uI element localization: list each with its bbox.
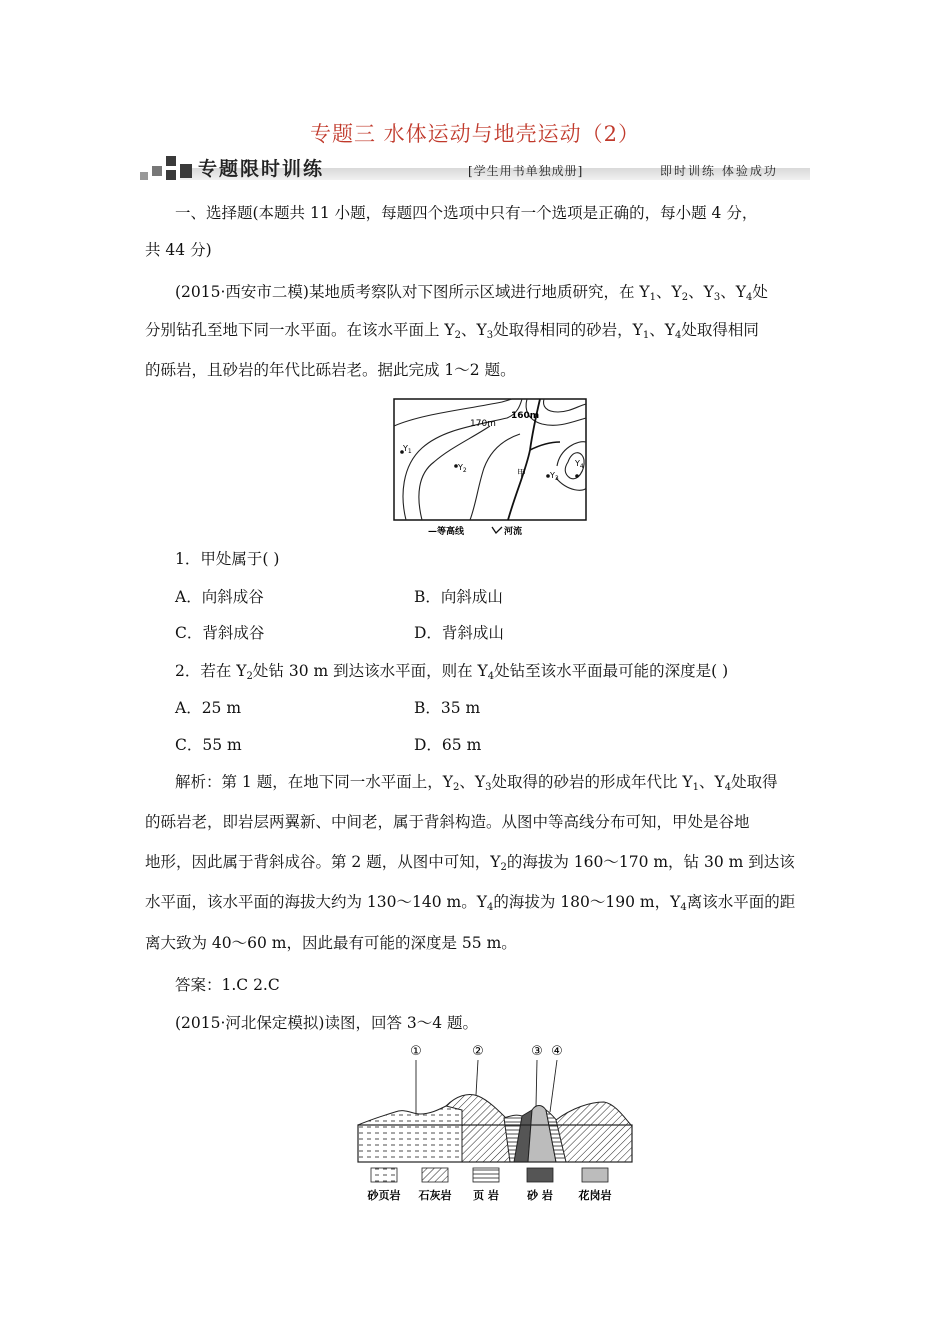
passage1-line2: 分别钻孔至地下同一水平面。在该水平面上 $Y_2$、$Y_3$处取得相同的砂岩，$Y_1$、$Y_4$处取得相同 (145, 321, 759, 341)
section-heading-line2: 共 44 分) (145, 241, 212, 259)
point-label-y3: $Y_3$ (550, 471, 559, 482)
question-2-option-a: A．25 m (175, 699, 242, 717)
document-title: 专题三 水体运动与地壳运动（2） (309, 122, 641, 146)
analysis-line2: 的砾岩老，即岩层两翼新、中间老，属于背斜构造。从图中等高线分布可知，甲处是谷地 (145, 813, 750, 831)
section-label-4: ④ (551, 1044, 563, 1059)
section-banner (140, 150, 810, 188)
question-2-stem: 2．若在 $Y_2$处钻 30 m 到达该水平面，则在 $Y_4$处钻至该水平面最可能的深度是( ) (175, 662, 729, 682)
legend-contour: —等高线 (428, 527, 465, 537)
legend-sandy-shale: 砂页岩 (367, 1189, 401, 1202)
question-2-option-b: B．35 m (414, 699, 481, 717)
banner-slogan: 即时训练 体验成功 (660, 164, 778, 178)
section-label-2: ② (472, 1044, 484, 1059)
question-1-option-b: B．向斜成山 (414, 588, 503, 606)
section-label-3: ③ (531, 1044, 543, 1059)
question-1-stem: 1．甲处属于( ) (175, 550, 280, 568)
point-label-y2: $Y_2$ (458, 463, 467, 474)
analysis-line5: 离大致为 40～60 m，因此最有可能的深度是 55 m。 (145, 934, 517, 952)
contour-map-figure (392, 396, 592, 540)
point-y4-marker (575, 474, 579, 478)
point-label-y1: $Y_1$ (403, 444, 412, 455)
analysis-line4: 水平面，该水平面的海拔大约为 130～140 m。$Y_4$的海拔为 180～190 m，$Y_4$离该水平面的距 (145, 893, 796, 913)
question-1-option-c: C．背斜成谷 (175, 624, 265, 642)
analysis-line3: 地形，因此属于背斜成谷。第 2 题，从图中可知，$Y_2$的海拔为 160～170 m，钻 30 m 到达该 (145, 853, 795, 873)
legend-river-icon (492, 527, 502, 533)
question-2-option-c: C．55 m (175, 736, 242, 754)
legend-granite: 花岗岩 (578, 1189, 612, 1202)
passage1-line3: 的砾岩，且砂岩的年代比砾岩老。据此完成 1～2 题。 (145, 361, 516, 379)
contour-label-170: 170m (470, 419, 496, 429)
section-legend-swatches (371, 1168, 608, 1182)
banner-note: [学生用书单独成册] (468, 164, 584, 178)
legend-sandstone: 砂 岩 (527, 1189, 553, 1202)
geologic-section-figure (350, 1040, 640, 1210)
section-body (358, 1094, 632, 1162)
legend-river: 河流 (504, 527, 523, 537)
answer-line: 答案：1.C 2.C (175, 976, 280, 994)
point-label-jia: 甲 (517, 469, 527, 479)
contour-lines (394, 399, 586, 520)
section-label-1: ① (410, 1044, 422, 1059)
passage1-line1: (2015·西安市二模)某地质考察队对下图所示区域进行地质研究，在 $Y_1$、$Y_2$、$Y_3$、$Y_4$处 (175, 283, 768, 303)
question-1-option-a: A．向斜成谷 (175, 588, 264, 606)
section-heading-line1: 一、选择题(本题共 11 小题，每题四个选项中只有一个选项是正确的，每小题 4 分， (175, 204, 758, 222)
legend-shale: 页 岩 (473, 1189, 499, 1202)
question-1-option-d: D．背斜成山 (414, 624, 504, 642)
banner-label: 专题限时训练 (198, 158, 325, 180)
point-label-y4: $Y_4$ (575, 459, 584, 470)
analysis-line1: 解析：第 1 题，在地下同一水平面上，$Y_2$、$Y_3$处取得的砂岩的形成年代比 $Y_1$、$Y_4$处取得 (175, 773, 778, 793)
question-2-option-d: D．65 m (414, 736, 482, 754)
river-branch (530, 442, 560, 450)
legend-limestone: 石灰岩 (418, 1189, 452, 1202)
contour-label-160: 160m (511, 411, 540, 421)
passage2-line: (2015·河北保定模拟)读图，回答 3～4 题。 (175, 1014, 479, 1032)
